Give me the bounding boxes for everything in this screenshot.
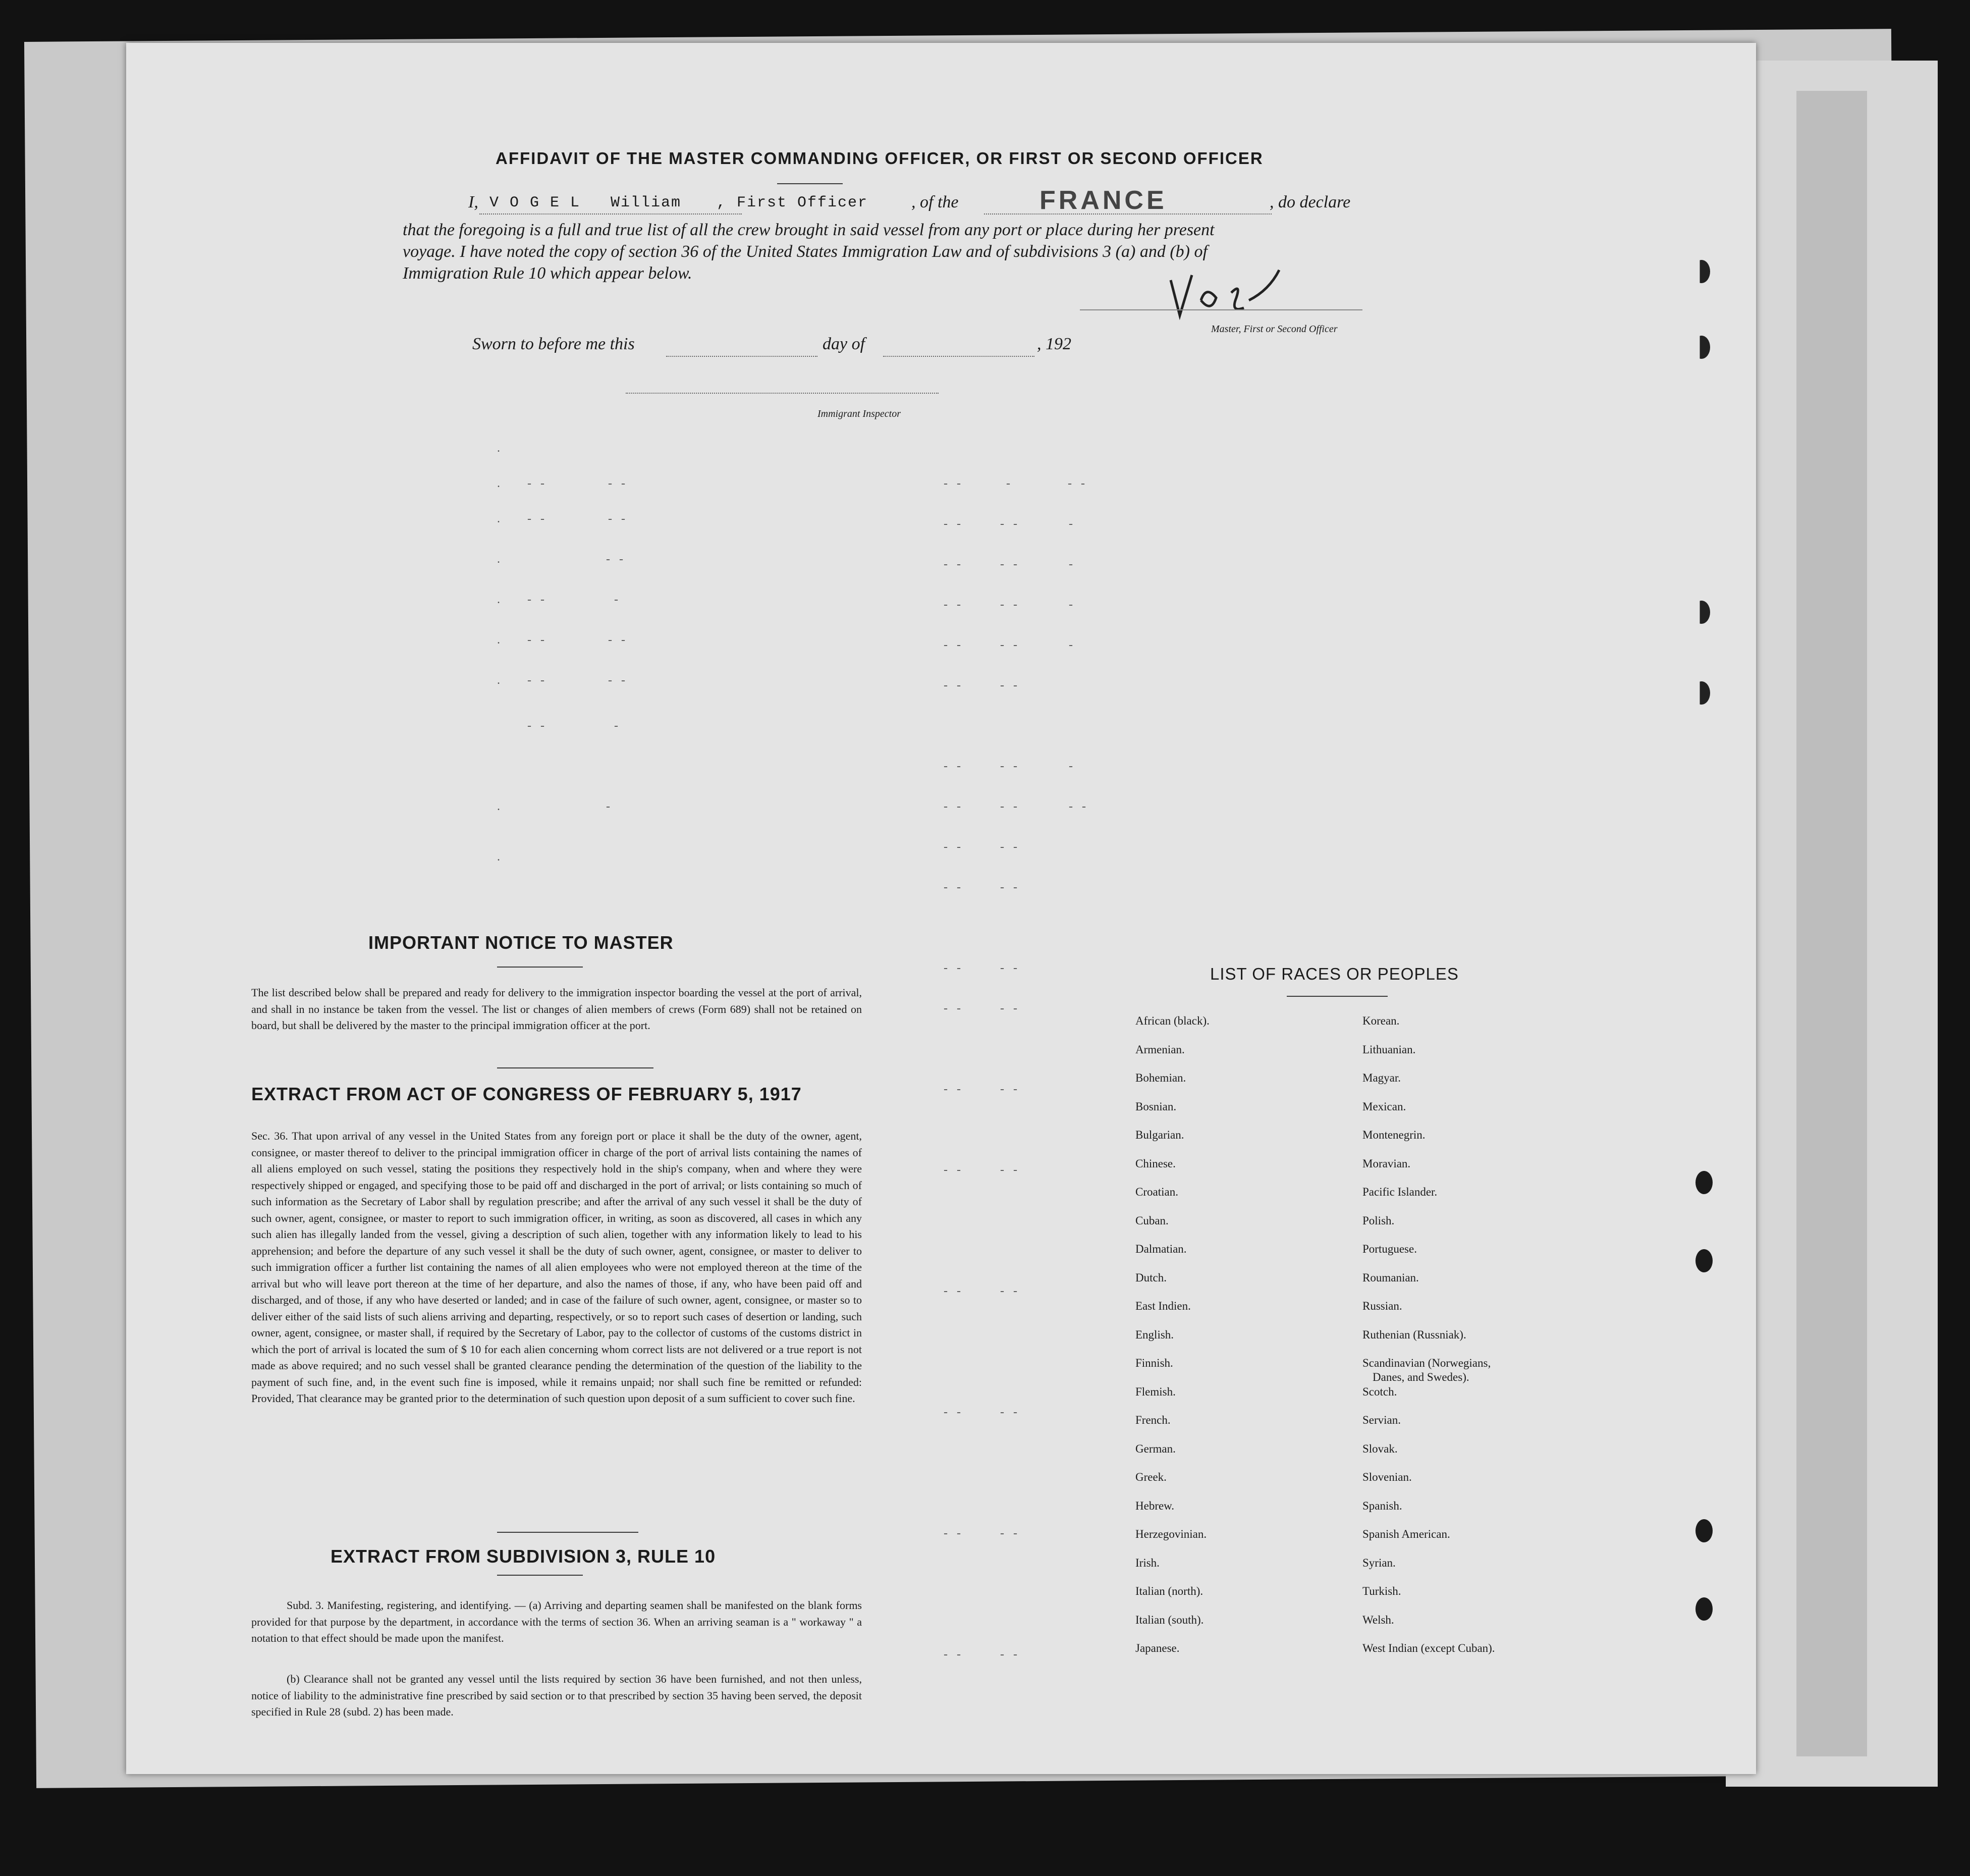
- ghost-mark: - - -: [497, 719, 621, 732]
- race-item: Welsh.: [1362, 1613, 1394, 1626]
- ghost-mark: - - - -: [944, 1002, 1020, 1015]
- officer-firstname: William: [611, 194, 682, 211]
- ghost-mark: - - - -: [944, 1083, 1020, 1096]
- race-item: Servian.: [1362, 1414, 1401, 1426]
- race-item: Danes, and Swedes).: [1373, 1371, 1469, 1383]
- ghost-mark: - - - -: [944, 840, 1020, 853]
- ghost-mark: . - - - -: [497, 633, 628, 647]
- ghost-mark: - - - -: [944, 1163, 1020, 1176]
- ghost-mark: - - - -: [944, 1648, 1020, 1661]
- race-item: Scotch.: [1362, 1385, 1397, 1398]
- ghost-mark: .: [497, 850, 503, 864]
- race-item: Italian (north).: [1135, 1585, 1203, 1597]
- race-item: Mexican.: [1362, 1100, 1406, 1113]
- officer-surname: V O G E L: [489, 194, 581, 211]
- race-item: Finnish.: [1135, 1357, 1173, 1369]
- rule-text-a: Subd. 3. Manifesting, registering, and identifying. — (a) Arriving and departing seamen shall be manifested on the blank forms provided for that purpose by the department, in accordance with the terms of section 36. When an arriving seaman is a " workaway " a notation to that effect should be made upon the manifest.: [251, 1599, 862, 1644]
- affidavit-line-4: Immigration Rule 10 which appear below.: [403, 264, 692, 283]
- ghost-mark: .: [497, 442, 503, 455]
- act-heading: EXTRACT FROM ACT OF CONGRESS OF FEBRUARY 5, 1917: [251, 1084, 802, 1104]
- ghost-mark: - - - -: [944, 1284, 1020, 1298]
- signature-caption: Master, First or Second Officer: [1211, 324, 1338, 335]
- race-item: Croatian.: [1135, 1186, 1178, 1198]
- affidavit-line-3: voyage. I have noted the copy of section 36 of the United States Immigration Law and of subdivisions 3 (a) and (b) of: [403, 242, 1208, 261]
- race-item: Bosnian.: [1135, 1100, 1177, 1113]
- ghost-mark: . - - -: [497, 593, 621, 606]
- race-item: Spanish.: [1362, 1499, 1402, 1512]
- race-item: Italian (south).: [1135, 1613, 1204, 1626]
- race-item: Chinese.: [1135, 1157, 1176, 1170]
- ghost-mark: - - - - -: [944, 517, 1076, 530]
- race-item: East Indien.: [1135, 1300, 1191, 1312]
- ghost-mark: - - - -: [944, 1406, 1020, 1419]
- race-item: Magyar.: [1362, 1071, 1401, 1084]
- ghost-mark: - - - - -: [944, 558, 1076, 571]
- sworn-text: Sworn to before me this: [472, 335, 635, 353]
- ghost-mark: - - - -: [944, 961, 1020, 975]
- ghost-mark: . - - - -: [497, 674, 628, 687]
- race-item: Bohemian.: [1135, 1071, 1186, 1084]
- punch-hole: [1695, 1249, 1713, 1272]
- ghost-mark: . - - - -: [497, 477, 628, 490]
- race-item: Turkish.: [1362, 1585, 1401, 1597]
- act-text: Sec. 36. That upon arrival of any vessel in the United States from any foreign port or place it shall be the duty of the owner, agent, consignee, or master thereof to deliver to the principal immigration officer in charge of the port of arrival lists containing the names of all aliens employed on such vessel, stating the positions they respectively hold in the ship's company, when and where they were respectively shipped or engaged, and specifying those to be paid off and discharged in the port of arrival; or lists containing so much of such information as the Secretary of Labor shall by regulation prescribe; and after the arrival of any such vessel it shall be the duty of such owner, agent, consignee, or master to report to such immigration officer, in writing, as soon as discovered, all cases in which any such alien has illegally landed from the vessel, giving a description of such alien, together with any information likely to lead to his apprehension; and before the departure of any such vessel it shall be the duty of such owner, agent, consignee, or master to deliver to such immigration officer a further list containing the names of all alien employees who were not employed thereon at the time of the arrival but who will leave port thereon at the time of her departure, and also the names of those, if any, who have been paid off and discharged, and of those, if any who have deserted or landed; and in case of the failure of such owner, agent, consignee, or master so to deliver either of the said lists of such aliens arriving and departing, respectively, or so to report such cases of desertion or landing, such owner, agent, consignee, or master shall, if required by the Secretary of Labor, pay to the collector of customs of the customs district in which the port of arrival is located the sum of $ 10 for each alien concerning whom correct lists are not delivered or a true report is not made as above required; and no such vessel shall be granted clearance pending the determination of the question of the liability to the payment of such fine, and, in the event such fine is imposed, while it remains unpaid; nor shall such fine be remitted or refunded: Provided, That clearance may be granted prior to the determination of such question upon deposit of a sum sufficient to cover such fine.: [251, 1130, 862, 1405]
- inspector-caption: Immigrant Inspector: [817, 408, 901, 419]
- handwritten-signature: [1166, 265, 1297, 331]
- affidavit-i: I,: [468, 193, 478, 211]
- race-item: Dutch.: [1135, 1271, 1167, 1284]
- race-item: Roumanian.: [1362, 1271, 1419, 1284]
- rule-heading-rule: [497, 1575, 583, 1576]
- race-item: Flemish.: [1135, 1385, 1176, 1398]
- sworn-day-blank: [666, 356, 817, 357]
- ghost-mark: - - - -: [944, 679, 1020, 692]
- ghost-mark: . - -: [497, 553, 626, 566]
- ghost-mark: - - - - -: [944, 760, 1076, 773]
- affidavit-do-declare: , do declare: [1270, 193, 1351, 211]
- race-item: Scandinavian (Norwegians,: [1362, 1357, 1491, 1369]
- race-item: Moravian.: [1362, 1157, 1411, 1170]
- vessel-name-stamp: FRANCE: [1039, 186, 1167, 215]
- race-item: Montenegrin.: [1362, 1129, 1426, 1141]
- name-blank: [479, 213, 742, 215]
- ghost-mark: - - - - -: [944, 598, 1076, 611]
- punch-hole: [1695, 1171, 1713, 1194]
- signature-line: [1080, 309, 1362, 310]
- race-item: Herzegovinian.: [1135, 1528, 1207, 1540]
- ghost-mark: - - - - -: [944, 638, 1076, 652]
- race-item: Armenian.: [1135, 1043, 1185, 1056]
- race-item: Pacific Islander.: [1362, 1186, 1438, 1198]
- race-item: Russian.: [1362, 1300, 1402, 1312]
- document-page: [126, 43, 1756, 1774]
- rule-text-b: (b) Clearance shall not be granted any vessel until the lists required by section 36 have been furnished, and not then unless, notice of liability to the administrative fine prescribed by said section or to that prescribed by section 35 having been served, the deposit specified in Rule 28 (subd. 2) has been made.: [251, 1673, 862, 1718]
- race-item: Japanese.: [1135, 1642, 1180, 1654]
- vessel-blank: [984, 213, 1272, 215]
- race-item: Spanish American.: [1362, 1528, 1450, 1540]
- top-rule: [777, 183, 843, 184]
- race-item: Slovak.: [1362, 1442, 1398, 1455]
- race-item: West Indian (except Cuban).: [1362, 1642, 1495, 1654]
- race-item: African (black).: [1135, 1014, 1210, 1027]
- punch-hole: [1695, 1519, 1713, 1542]
- race-item: English.: [1135, 1328, 1174, 1341]
- races-heading: LIST OF RACES OR PEOPLES: [1210, 964, 1459, 983]
- races-heading-rule: [1287, 996, 1388, 997]
- rule-heading: EXTRACT FROM SUBDIVISION 3, RULE 10: [331, 1546, 716, 1567]
- sworn-month-blank: [883, 356, 1034, 357]
- affidavit-heading: AFFIDAVIT OF THE MASTER COMMANDING OFFICER, OR FIRST OR SECOND OFFICER: [496, 149, 1264, 168]
- sworn-day-of: day of: [823, 335, 865, 353]
- race-item: Ruthenian (Russniak).: [1362, 1328, 1466, 1341]
- race-item: Korean.: [1362, 1014, 1400, 1027]
- act-divider: [497, 1532, 638, 1533]
- ghost-mark: . - - - -: [497, 512, 628, 525]
- punch-hole: [1695, 1597, 1713, 1621]
- ghost-mark: . -: [497, 800, 613, 813]
- ghost-mark: - - - - -: [944, 477, 1088, 490]
- notice-heading-rule: [497, 967, 583, 968]
- punch-hole: [1693, 260, 1710, 283]
- race-item: German.: [1135, 1442, 1176, 1455]
- race-item: Bulgarian.: [1135, 1129, 1184, 1141]
- sworn-year: , 192: [1037, 335, 1071, 353]
- background-sheet-edge: [1796, 91, 1867, 1756]
- affidavit-line-2: that the foregoing is a full and true list of all the crew brought in said vessel from any port or place during her present: [403, 221, 1215, 239]
- race-item: Greek.: [1135, 1471, 1167, 1483]
- ghost-mark: - - - -: [944, 881, 1020, 894]
- punch-hole: [1693, 336, 1710, 359]
- punch-hole: [1693, 601, 1710, 624]
- race-item: Dalmatian.: [1135, 1243, 1187, 1255]
- ghost-mark: - - - -: [944, 1527, 1020, 1540]
- race-item: Slovenian.: [1362, 1471, 1412, 1483]
- race-item: French.: [1135, 1414, 1171, 1426]
- race-item: Polish.: [1362, 1214, 1395, 1227]
- notice-text: The list described below shall be prepared and ready for delivery to the immigration inspector boarding the vessel at the port of arrival, and shall in no instance be taken from the vessel. The list or changes of alien members of crews (Form 689) shall not be retained on board, but shall be delivered by the master to the principal immigration officer at the port.: [251, 986, 862, 1032]
- notice-divider: [497, 1067, 653, 1068]
- punch-hole: [1693, 681, 1710, 705]
- race-item: Portuguese.: [1362, 1243, 1417, 1255]
- officer-rank: , First Officer: [717, 194, 868, 211]
- affidavit-of-the: , of the: [911, 193, 959, 211]
- race-item: Cuban.: [1135, 1214, 1169, 1227]
- race-item: Hebrew.: [1135, 1499, 1175, 1512]
- inspector-line: [626, 393, 939, 394]
- notice-heading: IMPORTANT NOTICE TO MASTER: [368, 932, 674, 953]
- race-item: Irish.: [1135, 1556, 1160, 1569]
- ghost-mark: - - - - - -: [944, 800, 1089, 813]
- race-item: Syrian.: [1362, 1556, 1396, 1569]
- race-item: Lithuanian.: [1362, 1043, 1416, 1056]
